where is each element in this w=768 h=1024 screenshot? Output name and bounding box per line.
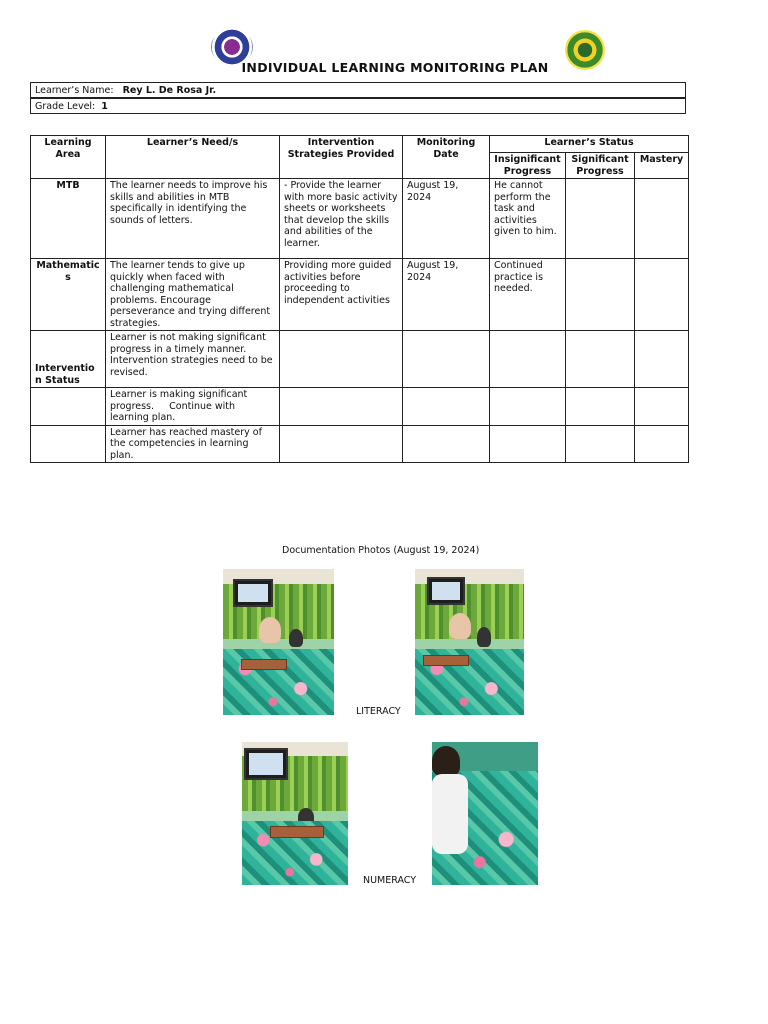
status-row-text: Learner is not making significant progress in a timely manner. Intervention strategies need to be revised.	[106, 331, 280, 388]
numeracy-photo-2	[432, 742, 538, 885]
empty-cell	[635, 331, 689, 388]
grade-level-label: Grade Level:	[35, 101, 96, 112]
document-title: INDIVIDUAL LEARNING MONITORING PLAN	[241, 60, 549, 75]
literacy-photo-1	[223, 569, 334, 715]
grade-level-value: 1	[101, 101, 108, 112]
header-monitoring-date: Monitoring Date	[403, 136, 490, 179]
empty-cell	[635, 388, 689, 426]
empty-cell	[403, 425, 490, 463]
empty-cell	[31, 388, 106, 426]
header-significant: Significant Progress	[566, 153, 635, 179]
empty-cell	[566, 331, 635, 388]
table-row	[31, 331, 689, 388]
empty-cell	[403, 388, 490, 426]
header-strategies: Intervention Strategies Provided	[280, 136, 403, 179]
empty-cell	[635, 425, 689, 463]
row-date: August 19, 2024	[403, 259, 490, 331]
row-strategy: Providing more guided activities before proceeding to independent activities	[280, 259, 403, 331]
learner-name-value: Rey L. De Rosa Jr.	[122, 85, 217, 96]
empty-cell	[566, 425, 635, 463]
empty-cell	[490, 388, 566, 426]
intervention-status-label: Intervention Status	[31, 331, 106, 388]
learner-name-row	[30, 82, 686, 98]
empty-cell	[31, 425, 106, 463]
row-strategy: - Provide the learner with more basic activity sheets or worksheets that develop the skills and abilities of the learner.	[280, 179, 403, 259]
header-mastery: Mastery	[635, 153, 689, 179]
table-row	[31, 425, 689, 463]
status-row-text: Learner is making significant progress. Continue with learning plan.	[106, 388, 280, 426]
row-date: August 19, 2024	[403, 179, 490, 259]
table-row	[31, 179, 689, 259]
documentation-title: Documentation Photos (August 19, 2024)	[282, 545, 480, 556]
empty-cell	[280, 425, 403, 463]
row-need: The learner needs to improve his skills and abilities in MTB specifically in identifying the sounds of letters.	[106, 179, 280, 259]
empty-cell	[490, 425, 566, 463]
empty-cell	[403, 331, 490, 388]
row-insignificant: Continued practice is needed.	[490, 259, 566, 331]
header-needs: Learner’s Need/s	[106, 136, 280, 179]
empty-cell	[490, 331, 566, 388]
empty-cell	[280, 388, 403, 426]
row-area: Mathematics	[31, 259, 106, 331]
literacy-photo-2	[415, 569, 524, 715]
row-need: The learner tends to give up quickly when faced with challenging mathematical problems. Encourage perseverance and trying different strategies.	[106, 259, 280, 331]
table-row	[31, 388, 689, 426]
empty-cell	[280, 331, 403, 388]
grade-level-row	[30, 98, 686, 114]
literacy-label: LITERACY	[356, 706, 401, 717]
row-significant	[566, 259, 635, 331]
status-row-text: Learner has reached mastery of the competencies in learning plan.	[106, 425, 280, 463]
header-learners-status: Learner’s Status	[490, 136, 689, 153]
monitoring-plan-table	[30, 135, 689, 463]
row-significant	[566, 179, 635, 259]
empty-cell	[566, 388, 635, 426]
header-learning-area: Learning Area	[31, 136, 106, 179]
table-row	[31, 259, 689, 331]
row-insignificant: He cannot perform the task and activities given to him.	[490, 179, 566, 259]
header-insignificant: Insignificant Progress	[490, 153, 566, 179]
numeracy-label: NUMERACY	[363, 875, 417, 886]
numeracy-photo-1	[242, 742, 348, 885]
row-mastery	[635, 259, 689, 331]
learner-name-label: Learner’s Name:	[35, 85, 114, 96]
row-area: MTB	[31, 179, 106, 259]
row-mastery	[635, 179, 689, 259]
